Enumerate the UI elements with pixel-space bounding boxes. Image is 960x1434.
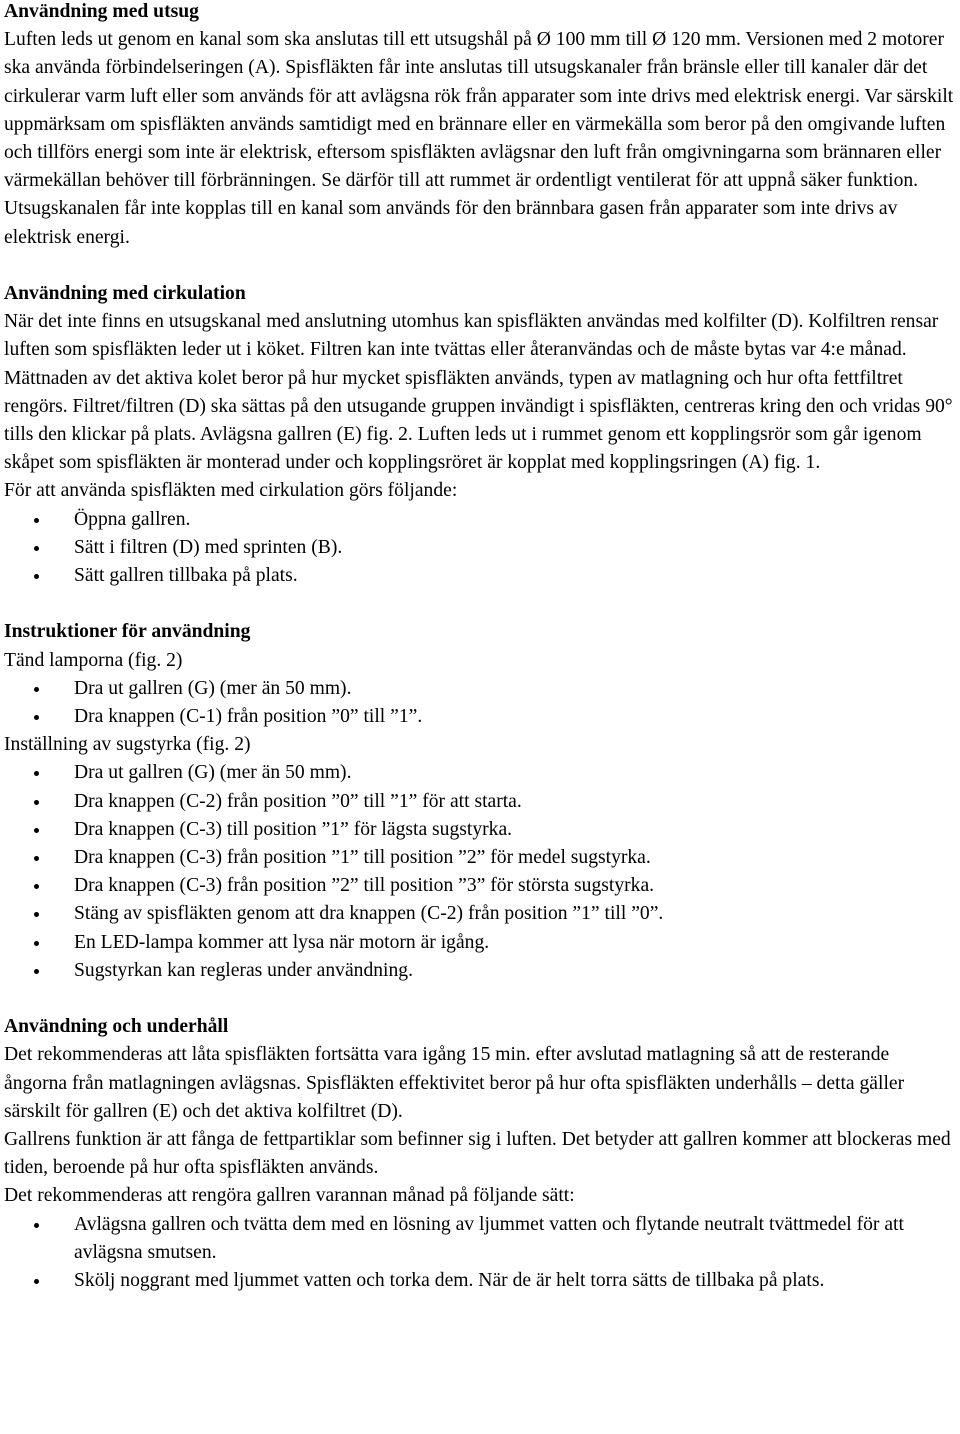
list-item: Dra knappen (C-2) från position ”0” till ”1” för att starta. <box>4 788 956 816</box>
list-lamps-steps <box>4 675 956 731</box>
section-cirkulation <box>4 280 956 590</box>
list-suction-steps <box>4 759 956 985</box>
list-item: Stäng av spisfläkten genom att dra knappen (C-2) från position ”1” till ”0”. <box>4 900 956 928</box>
list-item: Sugstyrkan kan regleras under användning. <box>4 957 956 985</box>
list-item: En LED-lampa kommer att lysa när motorn är igång. <box>4 929 956 957</box>
document-page <box>4 0 956 1295</box>
list-item: Skölj noggrant med ljummet vatten och torka dem. När de är helt torra sätts de tillbaka på plats. <box>4 1267 956 1295</box>
list-item: Dra ut gallren (G) (mer än 50 mm). <box>4 675 956 703</box>
paragraph-utsug: Luften leds ut genom en kanal som ska anslutas till ett utsugshål på Ø 100 mm till Ø 120 mm. Versionen med 2 motorer ska använda förbindelseringen (A). Spisfläkten får inte anslutas till utsugskanaler från bränsle eller till kanaler där det cirkulerar varm luft eller som används för att avlägsna rök från apparater som inte drivs med elektrisk energi. Var särskilt uppmärksam om spisfläkten används samtidigt med en brännare eller en värmekälla som beror på den omgivande luften och tillförs energi som inte är elektrisk, eftersom spisfläkten avlägsnar den luft från omgivningarna som brännaren eller värmekällan behöver till förbränningen. Se därför till att rummet är ordentligt ventilerat för att uppnå säker funktion. Utsugskanalen får inte kopplas till en kanal som används för den brännbara gasen från apparater som inte drivs av elektrisk energi. <box>4 29 954 248</box>
list-item: Dra knappen (C-3) från position ”1” till position ”2” för medel sugstyrka. <box>4 844 956 872</box>
intro-cirkulation: För att använda spisfläkten med cirkulation görs följande: <box>4 480 458 502</box>
heading-instruktioner: Instruktioner för användning <box>4 621 251 643</box>
list-item: Sätt gallren tillbaka på plats. <box>4 562 956 590</box>
list-item: Sätt i filtren (D) med sprinten (B). <box>4 534 956 562</box>
paragraph-underhall-3: Det rekommenderas att rengöra gallren varannan månad på följande sätt: <box>4 1185 575 1207</box>
list-item: Dra knappen (C-3) till position ”1” för lägsta sugstyrka. <box>4 816 956 844</box>
section-utsug <box>4 0 956 252</box>
list-item: Avlägsna gallren och tvätta dem med en lösning av ljummet vatten och flytande neutralt tvättmedel för att avlägsna smutsen. <box>4 1211 956 1267</box>
heading-utsug: Användning med utsug <box>4 1 199 22</box>
heading-underhall: Användning och underhåll <box>4 1016 229 1038</box>
list-item: Dra knappen (C-1) från position ”0” till ”1”. <box>4 703 956 731</box>
paragraph-underhall-2: Gallrens funktion är att fånga de fettpartiklar som befinner sig i luften. Det betyder att gallren kommer att blockeras med tiden, beroende på hur ofta spisfläkten används. <box>4 1129 951 1179</box>
label-suction: Inställning av sugstyrka (fig. 2) <box>4 734 251 756</box>
list-cleaning-steps <box>4 1211 956 1296</box>
paragraph-underhall-1: Det rekommenderas att låta spisfläkten fortsätta vara igång 15 min. efter avslutad matlagning så att de resterande ångorna från matlagningen avlägsnas. Spisfläkten effektivitet beror på hur ofta spisfläkten underhålls – detta gäller särskilt för gallren (E) och det aktiva kolfiltret (D). <box>4 1044 905 1122</box>
list-item: Dra ut gallren (G) (mer än 50 mm). <box>4 759 956 787</box>
list-item: Öppna gallren. <box>4 506 956 534</box>
section-underhall <box>4 1013 956 1295</box>
label-lamps: Tänd lamporna (fig. 2) <box>4 649 183 671</box>
heading-cirkulation: Användning med cirkulation <box>4 283 246 305</box>
section-instruktioner <box>4 618 956 985</box>
paragraph-cirkulation: När det inte finns en utsugskanal med anslutning utomhus kan spisfläkten användas med kolfilter (D). Kolfiltren rensar luften som spisfläkten leder ut i köket. Filtren kan inte tvättas eller återanvändas och de måste bytas var 4:e månad. Mättnaden av det aktiva kolet beror på hur mycket spisfläkten används, typen av matlagning och hur ofta fettfiltret rengörs. Filtret/filtren (D) ska sättas på den utsugande gruppen invändigt i spisfläkten, centreras kring den och vridas 90° tills den klickar på plats. Avlägsna gallren (E) fig. 2. Luften leds ut i rummet genom ett kopplingsrör som går igenom skåpet som spisfläkten är monterad under och kopplingsröret är kopplat med kopplingsringen (A) fig. 1. <box>4 311 953 474</box>
list-item: Dra knappen (C-3) från position ”2” till position ”3” för största sugstyrka. <box>4 872 956 900</box>
list-cirkulation-steps <box>4 506 956 591</box>
